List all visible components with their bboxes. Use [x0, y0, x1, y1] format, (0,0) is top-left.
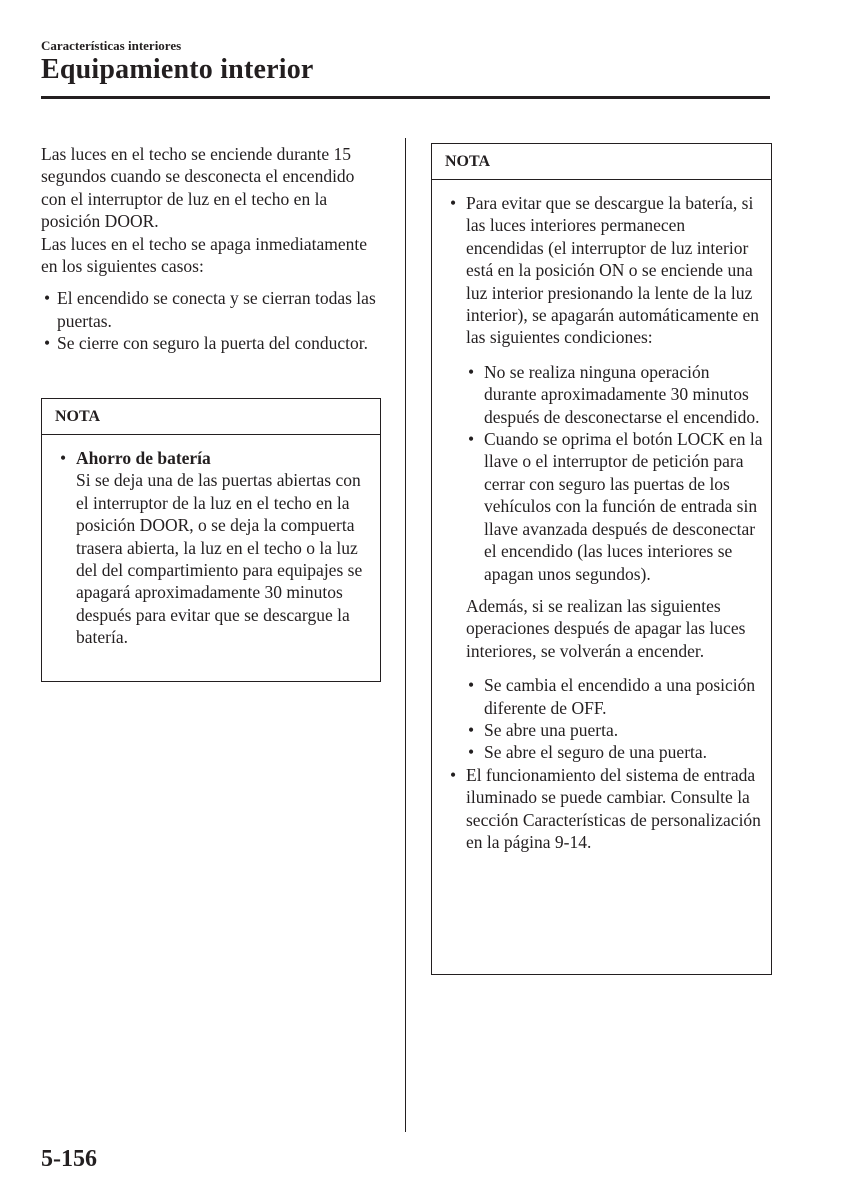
page-title: Equipamiento interior [41, 54, 314, 85]
list-item [41, 287, 381, 332]
conditions-list [41, 287, 381, 354]
note-item-text: Para evitar que se descargue la batería, si las luces interiores permanecen encendidas (el interruptor de luz interior está en la posición ON o se enciende una luz interior presionando la lente de la luz interior), se apagarán automáticamente en las siguientes condiciones: [466, 193, 759, 348]
bullet-icon: • [468, 719, 475, 740]
list-item [41, 332, 381, 354]
bullet-icon: • [468, 361, 475, 382]
note-heading: NOTA [42, 399, 380, 435]
bullet-icon: • [44, 288, 51, 309]
page-number: 5-156 [41, 1146, 97, 1172]
sub-list-item [468, 674, 765, 719]
sub-list-item-text: Se cambia el encendido a una posición diferente de OFF. [484, 675, 756, 718]
note-paragraph: Además, si se realizan las siguientes operaciones después de apagar las luces interiores, se volverán a encender. [466, 595, 746, 661]
sub-list-item [468, 741, 765, 763]
bullet-icon: • [468, 742, 475, 763]
sub-list-item-text: No se realiza ninguna operación durante aproximadamente 30 minutos después de desconectarse el encendido. [484, 361, 760, 427]
note-body [432, 180, 771, 853]
left-column [41, 143, 381, 355]
note-item [450, 192, 765, 349]
sub-list-item [468, 361, 765, 428]
section-label: Características interiores [41, 38, 182, 53]
bullet-icon: • [450, 193, 457, 213]
bullet-icon: • [468, 429, 475, 450]
note-item-title: Ahorro de batería [76, 448, 211, 468]
intro-paragraph-2: Las luces en el techo se apaga inmediatamente en los siguientes casos: [41, 233, 368, 277]
bullet-icon: • [60, 448, 67, 468]
sub-list-item-text: Se abre el seguro de una puerta. [484, 742, 708, 763]
sub-list-item-text: Cuando se oprima el botón LOCK en la llave o el interruptor de petición para cerrar con seguro las puertas de los vehículos con la función de entrada sin llave avanzada después de desconectar el encendido (las luces interiores se apagan unos segundos). [484, 429, 763, 584]
sub-list-item [468, 428, 765, 585]
sub-list-item-text: Se abre una puerta. [484, 719, 619, 740]
bullet-icon: • [450, 764, 457, 785]
intro-paragraph: Las luces en el techo se enciende durante 15 segundos cuando se desconecta el encendido con el interruptor de luz en el techo en la posición DOOR. [41, 144, 355, 232]
bullet-icon: • [44, 333, 51, 354]
note-body [42, 435, 380, 649]
note-item-text: El funcionamiento del sistema de entrada iluminado se puede cambiar. Consulte la sección Características de personalización en la página 9-14. [466, 764, 761, 852]
title-rule [41, 96, 770, 99]
note-item [60, 447, 370, 649]
note-item-text: Si se deja una de las puertas abiertas con el interruptor de la luz en el techo en la posición DOOR, o se deja la compuerta trasera abierta, la luz en el techo o la luz del del compartimiento para equipajes se apagará aproximadamente 30 minutos después para evitar que se descargue la batería. [76, 470, 363, 648]
relight-conditions-list [450, 674, 765, 764]
list-item-text: Se cierre con seguro la puerta del conductor. [57, 333, 368, 354]
note-item [450, 764, 765, 854]
note-heading: NOTA [432, 144, 771, 180]
interior-lights-note [431, 143, 772, 975]
list-item-text: El encendido se conecta y se cierran todas las puertas. [57, 288, 376, 331]
column-divider [405, 138, 406, 1132]
battery-saver-note [41, 398, 381, 682]
bullet-icon: • [468, 675, 475, 696]
sub-list-item [468, 719, 765, 741]
auto-off-conditions-list [450, 361, 765, 585]
